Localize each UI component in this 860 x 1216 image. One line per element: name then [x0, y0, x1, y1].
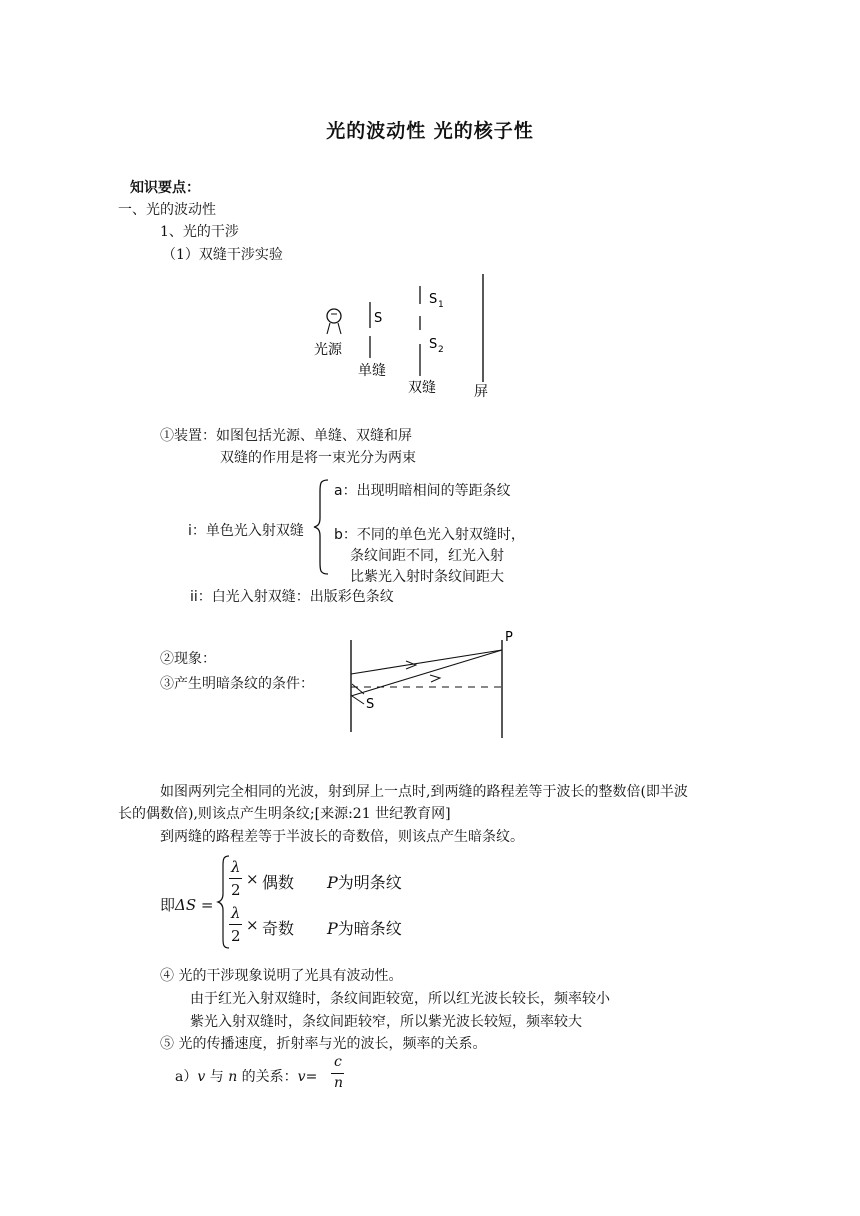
phenomenon-label: ②现象： [160, 651, 216, 667]
odd-label: 奇数 [262, 919, 295, 938]
fraction-bar-2 [229, 924, 242, 925]
point-5a: a）v 与 n 的关系：v= [175, 1069, 318, 1085]
point-p-label: P [505, 630, 513, 645]
white-light-item: ii：白光入射双缝：出版彩色条纹 [190, 589, 394, 605]
bulb-icon [327, 309, 341, 323]
apparatus-line-1: ①装置：如图包括光源、单缝、双缝和屏 [160, 428, 412, 444]
point-4: ④ 光的干涉现象说明了光具有波动性。 [160, 968, 403, 984]
fraction-bar-c-n [331, 1073, 344, 1074]
explanation-line-3: 到两缝的路程差等于半波长的奇数倍，则该点产生暗条纹。 [160, 829, 524, 845]
monochromatic-label: i：单色光入射双缝 [188, 523, 304, 539]
delta-s-symbol: ΔS [175, 896, 197, 914]
page-title: 光的波动性 光的核子性 [326, 120, 534, 142]
times-1: × [246, 870, 259, 888]
formula-prefix: 即ΔS = [160, 896, 214, 914]
path-difference-diagram [340, 626, 520, 744]
point-4-line-1: 由于红光入射双缝时，条纹间距较宽，所以红光波长较长，频率较小 [190, 991, 610, 1007]
lambda-2: λ [231, 904, 241, 922]
screen-label: 屏 [474, 384, 488, 400]
brace-item-b-line3: 比紫光入射时条纹间距大 [350, 569, 504, 585]
double-slit-apparatus-diagram [300, 268, 520, 408]
lambda-1: λ [231, 858, 241, 876]
bright-condition: P为明条纹 [327, 873, 402, 892]
two-1: 2 [231, 881, 241, 899]
brace-item-b-line2: 条纹间距不同，红光入射 [350, 548, 504, 564]
two-2: 2 [231, 927, 241, 945]
item-double-slit-experiment: （1）双缝干涉实验 [162, 247, 283, 263]
section-heading-wave-nature: 一、光的波动性 [118, 202, 216, 218]
slit-s1-subscript: 1 [438, 300, 444, 310]
light-source-label: 光源 [314, 342, 342, 358]
point-s-label: S [366, 697, 375, 712]
brace-item-b-line1: b：不同的单色光入射双缝时， [334, 527, 525, 543]
slit-s2-label: S [429, 337, 438, 352]
slit-s2-subscript: 2 [438, 345, 444, 355]
curly-brace-icon [312, 478, 332, 576]
explanation-line-1: 如图两列完全相同的光波，射到屏上一点时,到两缝的路程差等于波长的整数倍(即半波 [160, 784, 688, 800]
apparatus-line-2: 双缝的作用是将一束光分为两束 [220, 450, 416, 466]
subsection-heading-interference: 1、光的干涉 [160, 224, 239, 240]
point-4-line-2: 紫光入射双缝时，条纹间距较窄，所以紫光波长较短，频率较大 [190, 1014, 582, 1030]
single-slit-label: 单缝 [358, 363, 386, 379]
brace-item-a: a：出现明暗相间的等距条纹 [334, 483, 511, 499]
slit-s1-label: S [429, 292, 438, 307]
even-label: 偶数 [262, 873, 295, 892]
times-2: × [246, 916, 259, 934]
double-slit-label: 双缝 [408, 380, 436, 396]
condition-label: ③产生明暗条纹的条件： [160, 676, 314, 692]
fraction-bar-1 [229, 878, 242, 879]
dark-condition: P为暗条纹 [327, 919, 402, 938]
fraction-n: n [334, 1075, 344, 1091]
point-5: ⑤ 光的传播速度，折射率与光的波长，频率的关系。 [160, 1036, 487, 1052]
fraction-c: c [334, 1054, 342, 1070]
slit-s-label: S [374, 311, 383, 326]
explanation-line-2: 长的偶数倍),则该点产生明条纹;[来源:21 世纪教育网] [118, 806, 451, 822]
knowledge-heading: 知识要点： [130, 180, 200, 196]
formula-brace-icon [216, 854, 232, 950]
